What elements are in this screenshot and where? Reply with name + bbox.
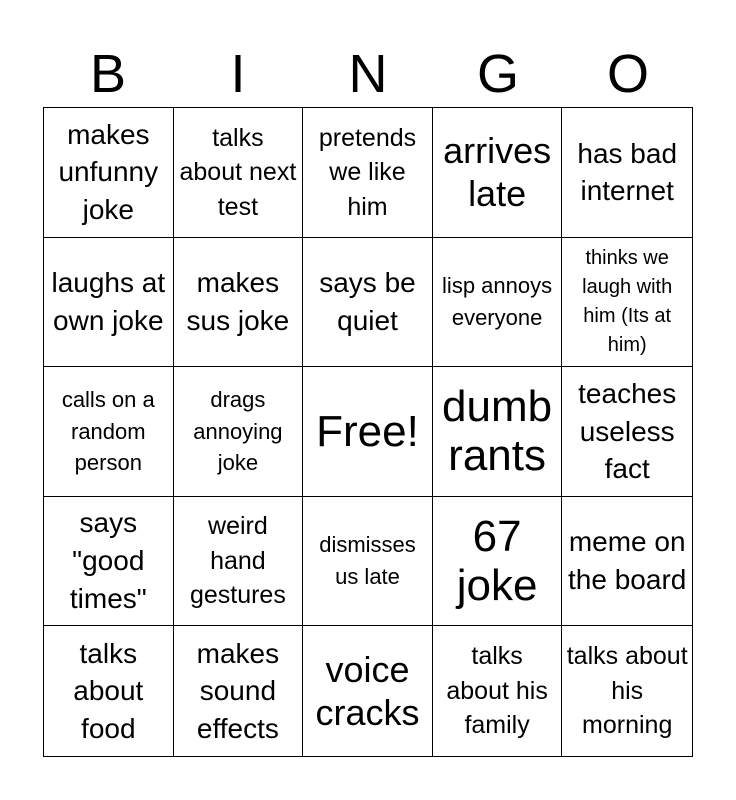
cell-text: makes unfunny joke xyxy=(58,118,159,226)
cell-text: meme on the board xyxy=(568,526,687,596)
bingo-cell-r5-c4[interactable] xyxy=(433,626,563,756)
free-space-text: Free! xyxy=(316,406,419,456)
cell-text: dismisses us late xyxy=(319,532,416,590)
cell-text: drags annoying joke xyxy=(193,386,283,476)
bingo-cell-r1-c5[interactable] xyxy=(562,108,692,238)
cell-text: 67 joke xyxy=(456,511,538,611)
bingo-cell-r5-c3[interactable] xyxy=(303,626,433,756)
bingo-cell-r1-c2[interactable] xyxy=(174,108,304,238)
cell-text: laughs at own joke xyxy=(51,267,166,336)
cell-text: makes sus joke xyxy=(186,267,290,336)
bingo-cell-free[interactable] xyxy=(303,367,433,497)
cell-text: talks about his family xyxy=(446,642,548,740)
cell-text: talks about his morning xyxy=(566,642,688,740)
cell-text: arrives late xyxy=(443,130,552,215)
bingo-cell-r3-c5[interactable] xyxy=(562,367,692,497)
bingo-cell-r2-c4[interactable] xyxy=(433,238,563,368)
cell-text: makes sound effects xyxy=(196,637,280,745)
cell-text: weird hand gestures xyxy=(189,512,286,610)
bingo-cell-r3-c2[interactable] xyxy=(174,367,304,497)
cell-text: says be quiet xyxy=(319,267,416,336)
cell-text: lisp annoys everyone xyxy=(442,273,553,330)
cell-text: says "good times" xyxy=(69,507,147,614)
bingo-cell-r2-c3[interactable] xyxy=(303,238,433,368)
bingo-cell-r4-c2[interactable] xyxy=(174,497,304,627)
header-letter-n: N xyxy=(348,44,388,104)
cell-text: has bad internet xyxy=(577,137,678,207)
bingo-cell-r1-c3[interactable] xyxy=(303,108,433,238)
bingo-cell-r2-c1[interactable] xyxy=(44,238,174,368)
bingo-cell-r3-c1[interactable] xyxy=(44,367,174,497)
bingo-cell-r5-c1[interactable] xyxy=(44,626,174,756)
bingo-cell-r4-c1[interactable] xyxy=(44,497,174,627)
cell-text: calls on a random person xyxy=(61,386,155,476)
bingo-cell-r2-c2[interactable] xyxy=(174,238,304,368)
cell-text: voice cracks xyxy=(315,649,420,734)
bingo-cell-r3-c4[interactable] xyxy=(433,367,563,497)
header-letter-o: O xyxy=(606,44,649,104)
bingo-cell-r4-c3[interactable] xyxy=(303,497,433,627)
bingo-cell-r4-c5[interactable] xyxy=(562,497,692,627)
cell-text: dumb rants xyxy=(442,382,553,481)
header-letter-g: G xyxy=(476,44,519,104)
cell-text: talks about next test xyxy=(179,123,297,221)
bingo-cell-r5-c5[interactable] xyxy=(562,626,692,756)
bingo-cell-r1-c4[interactable] xyxy=(433,108,563,238)
header-letter-b: B xyxy=(89,44,127,104)
bingo-cell-r2-c5[interactable] xyxy=(562,238,692,368)
bingo-cell-r1-c1[interactable] xyxy=(44,108,174,238)
bingo-cell-r5-c2[interactable] xyxy=(174,626,304,756)
bingo-cell-r4-c4[interactable] xyxy=(433,497,563,627)
cell-text: thinks we laugh with him (Its at him) xyxy=(582,246,673,356)
bingo-header xyxy=(43,40,693,108)
bingo-board xyxy=(43,107,693,757)
cell-text: pretends we like him xyxy=(318,123,417,221)
header-letter-i: I xyxy=(230,44,246,104)
cell-text: teaches useless fact xyxy=(578,377,677,485)
cell-text: talks about food xyxy=(73,637,144,745)
